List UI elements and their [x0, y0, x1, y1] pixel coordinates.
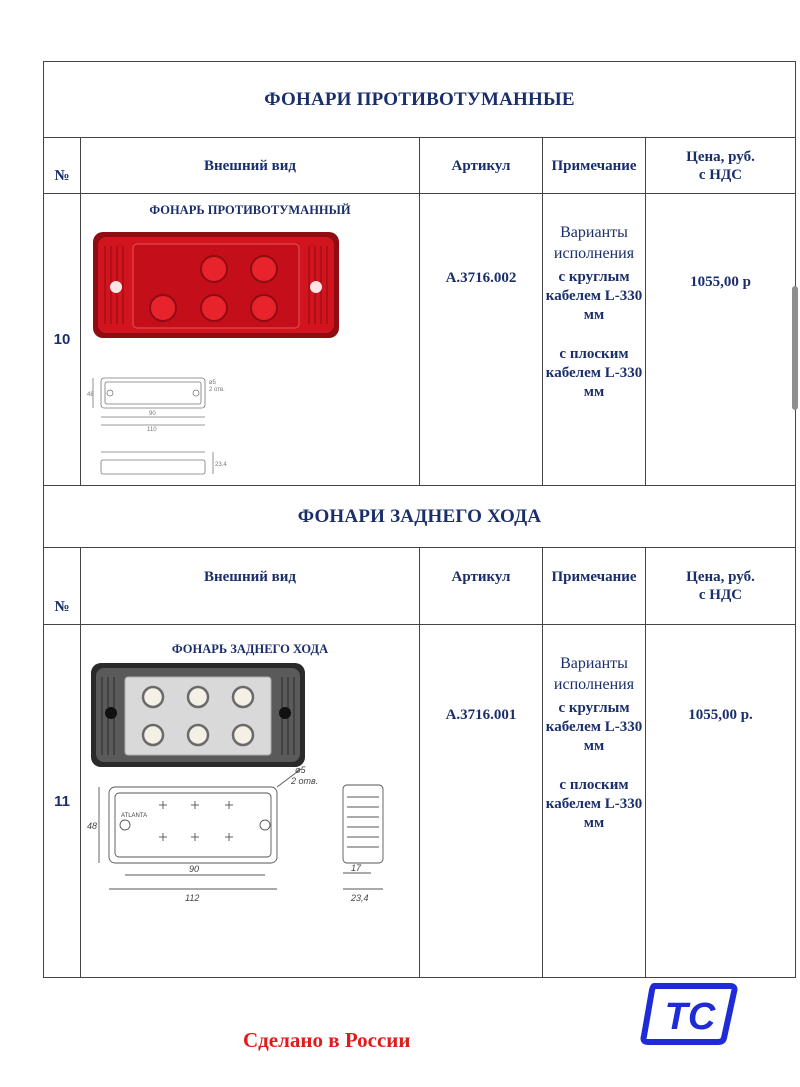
mount-hole-left — [110, 281, 122, 293]
note-flat-cable: с плоским кабелем L-330 мм — [545, 346, 643, 400]
header-price-line1: Цена, руб. — [686, 569, 755, 585]
header-num: № — [44, 548, 81, 625]
dim-d5: ø5 — [209, 380, 217, 386]
led-1 — [143, 687, 163, 707]
mount-hole-right — [310, 281, 322, 293]
note-cell — [543, 625, 646, 978]
header-price — [646, 138, 796, 194]
table-row — [44, 194, 796, 486]
article-cell: А.3716.001 — [420, 625, 543, 978]
dim-17: 17 — [351, 863, 362, 873]
header-price-line2: с НДС — [698, 166, 743, 183]
dim-48: 48 — [87, 392, 94, 398]
dim-110: 110 — [147, 427, 157, 433]
dim-90: 90 — [149, 411, 156, 417]
note-cell — [543, 194, 646, 486]
section-title-row — [44, 62, 796, 138]
note-variants: Варианты исполнения — [553, 655, 635, 693]
dim-holes: 2 отв. — [291, 776, 319, 786]
section-title-reverse-lights: ФОНАРИ ЗАДНЕГО ХОДА — [44, 486, 796, 548]
table-row — [44, 625, 796, 978]
header-article: Артикул — [420, 548, 543, 625]
led-1 — [201, 256, 227, 282]
table-header-row — [44, 138, 796, 194]
header-appearance: Внешний вид — [81, 138, 420, 194]
header-num: № — [44, 138, 81, 194]
dim-23-4: 23,4 — [351, 893, 369, 903]
led-2 — [188, 687, 208, 707]
led-6 — [233, 725, 253, 745]
dim-112: 112 — [185, 893, 200, 903]
dim-48: 48 — [87, 821, 98, 831]
row-number: 11 — [44, 625, 81, 978]
led-4 — [143, 725, 163, 745]
note-round-cable: с круглым кабелем L-330 мм — [545, 700, 643, 754]
note-round-cable: с круглым кабелем L-330 мм — [545, 269, 643, 323]
tc-logo — [640, 982, 738, 1046]
header-article: Артикул — [420, 138, 543, 194]
foglight-image — [81, 218, 420, 478]
section-title-foglights: ФОНАРИ ПРОТИВОТУМАННЫЕ — [44, 62, 796, 138]
led-2 — [251, 256, 277, 282]
dim-90: 90 — [189, 864, 200, 874]
header-price-line1: Цена, руб. — [686, 148, 755, 165]
logo-text: TC — [664, 996, 716, 1038]
appearance-cell — [81, 625, 420, 978]
lamp-title: ФОНАРЬ ЗАДНЕГО ХОДА — [171, 642, 329, 656]
mount-hole-left — [105, 707, 117, 719]
made-in-russia-text: Сделано в России — [243, 1028, 411, 1052]
scrollbar[interactable] — [792, 286, 798, 410]
price-table — [43, 61, 796, 978]
price-cell: 1055,00 р. — [646, 625, 796, 978]
led-3 — [150, 295, 176, 321]
led-3 — [233, 687, 253, 707]
header-price-line2: с НДС — [698, 587, 743, 603]
note-variants: Варианты исполнения — [553, 224, 635, 262]
dim-holes: 2 отв. — [209, 387, 225, 393]
table-header-row — [44, 548, 796, 625]
dim-23: 23,4 — [215, 462, 227, 468]
led-4 — [201, 295, 227, 321]
brand-label: ATLANTA — [121, 813, 148, 819]
led-5 — [188, 725, 208, 745]
led-5 — [251, 295, 277, 321]
mount-hole-right — [279, 707, 291, 719]
appearance-cell — [81, 194, 420, 486]
note-flat-cable: с плоским кабелем L-330 мм — [545, 777, 643, 831]
dim-d5: ø5 — [295, 765, 306, 775]
header-appearance: Внешний вид — [81, 548, 420, 625]
header-price — [646, 548, 796, 625]
price-cell: 1055,00 р — [646, 194, 796, 486]
header-note: Примечание — [543, 548, 646, 625]
header-note: Примечание — [543, 138, 646, 194]
article-cell: А.3716.002 — [420, 194, 543, 486]
reverse-light-image — [81, 657, 420, 977]
lamp-title: ФОНАРЬ ПРОТИВОТУМАННЫЙ — [149, 203, 351, 217]
section-title-row — [44, 486, 796, 548]
row-number: 10 — [44, 194, 81, 486]
